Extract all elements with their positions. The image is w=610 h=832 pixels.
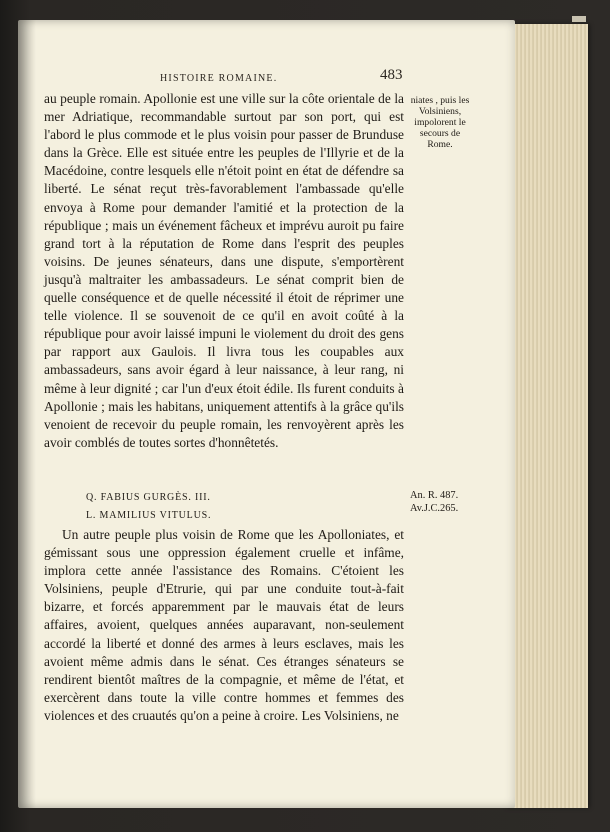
main-text-block [44, 90, 404, 452]
page-number: 483 [380, 67, 403, 83]
year-note-rome: An. R. 487. [410, 490, 459, 501]
year-note [410, 489, 458, 515]
paragraph-apollonie: au peuple romain. Apollonie est une ville sur la côte orientale de la mer Adriatique, recommandable surtout par son port, qui est l'abord le plus commode et le plus voisin pour passer de Brunduse dans la Grèce. Elle est située entre les peuples de l'Illyrie et de la Macédoine, contre lesquels elle n'étoit point en état de défendre sa liberté. Le sénat reçut très-favorablement l'ambassade qu'elle envoya à Rome pour demander l'amitié et la protection de la république ; mais un événement fâcheux et imprévu auroit pu faire grand tort à la réputation de Rome dans l'esprit des peuples voisins. De jeunes sénateurs, dans une dispute, s'emportèrent jusqu'à maltraiter les ambassadeurs. Le sénat comprit bien de quelle conséquence et de quelle nécessité il étoit de réprimer une telle violence. Il se souvenoit de ce qu'il en avoit coûté à la république pour avoir laissé impuni le violement du droit des gens par rapport aux Gaulois. Il livra tous les coupables aux ambassadeurs, sans avoir égard à leur naissance, à leur rang, ni même à leur dignité ; car l'un d'eux étoit édile. Ils furent conduits à Apollonie ; mais les habitans, uniquement attentifs à la grâce qu'ils venoient de recevoir du peuple romain, les renvoyèrent après les avoir comblés de toutes sortes d'honnêtetés. [44, 91, 404, 450]
page-gutter-shadow [18, 20, 36, 808]
consuls-block [86, 489, 211, 525]
second-text-block [44, 526, 404, 725]
book-page-edges [505, 24, 588, 808]
consul-line-2: L. MAMILIUS VITULUS. [86, 510, 212, 521]
consul-line-1: Q. FABIUS GURGÈS. III. [86, 492, 211, 503]
margin-note: niates , puis les Volsiniens, impolorent le secours de Rome. [410, 95, 470, 150]
year-note-christ: Av.J.C.265. [410, 503, 459, 514]
running-head: HISTOIRE ROMAINE. [160, 73, 278, 84]
paragraph-volsiniens: Un autre peuple plus voisin de Rome que les Apolloniates, et gémissant sous une oppression également cruelle et infâme, implora cette année l'assistance des Romains. C'étoient les Volsiniens, peuple d'Etrurie, qui par une conduite tout-à-fait bizarre, et forcés apparemment par le mauvais état de leurs affaires, avoient, quelques années auparavant, non-seulement accordé la liberté et donné des armes à leurs esclaves, mais les avoient même admis dans le sénat. Ces étranges sénateurs se rendirent bientôt maîtres de la compagnie, et même de l'état, et exercèrent dans toute la ville contre hommes et femmes des violences et des cruautés qu'on a peine à croire. Les Volsiniens, ne [44, 527, 404, 723]
page-edge-tab [572, 16, 586, 22]
